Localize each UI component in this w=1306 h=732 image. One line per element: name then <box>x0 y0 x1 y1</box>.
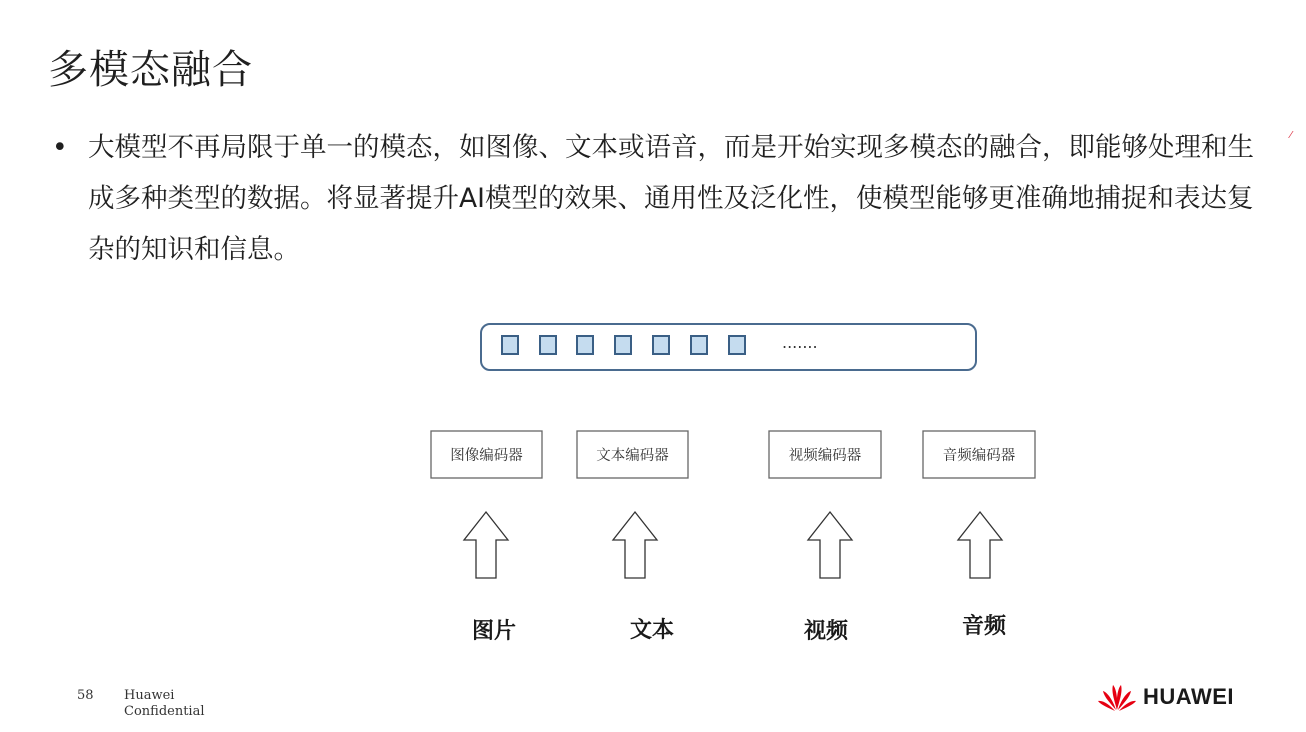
token-square <box>729 336 745 354</box>
up-arrow-icon <box>464 512 508 578</box>
encoder-video-label: 视频编码器 <box>788 448 862 464</box>
encoder-audio <box>923 431 1035 478</box>
token-square <box>502 336 518 354</box>
confidential-line1: Huawei <box>124 688 175 703</box>
encoder-image <box>431 431 542 478</box>
pen-mark-icon: ⁄ <box>1290 130 1292 141</box>
huawei-petal-icon <box>1097 682 1137 712</box>
input-label-video: 视频 <box>803 619 849 644</box>
token-square <box>540 336 556 354</box>
confidential-line2: Confidential <box>124 704 205 719</box>
up-arrow-icon <box>808 512 852 578</box>
input-label-text: 文本 <box>629 618 675 643</box>
encoder-text <box>577 431 688 478</box>
input-label-audio: 音频 <box>961 614 1007 639</box>
bullet-dot-icon: • <box>52 132 68 163</box>
encoder-image-label: 图像编码器 <box>450 448 523 464</box>
page-number: 58 <box>77 688 94 703</box>
input-label-image: 图片 <box>471 619 517 644</box>
token-square <box>577 336 593 354</box>
huawei-logo-text: HUAWEI <box>1143 684 1234 709</box>
token-square <box>615 336 631 354</box>
token-square <box>691 336 707 354</box>
slide-title: 多模态融合 <box>48 47 253 93</box>
bullet-text: 大模型不再局限于单一的模态，如图像、文本或语音，而是开始实现多模态的融合，即能够处理和生成多种类型的数据。将显著提升AI模型的效果、通用性及泛化性，使模型能够更准确地捕捉和表达复杂的知识和信息。 <box>88 132 1254 265</box>
token-square <box>653 336 669 354</box>
huawei-logo <box>1097 679 1234 715</box>
encoder-text-label: 文本编码器 <box>596 448 669 464</box>
encoder-audio-label: 音频编码器 <box>942 448 1016 464</box>
up-arrow-icon <box>613 512 657 578</box>
token-ellipsis: ....... <box>782 333 818 352</box>
up-arrow-icon <box>958 512 1002 578</box>
encoder-video <box>769 431 881 478</box>
confidential-label <box>124 688 205 720</box>
